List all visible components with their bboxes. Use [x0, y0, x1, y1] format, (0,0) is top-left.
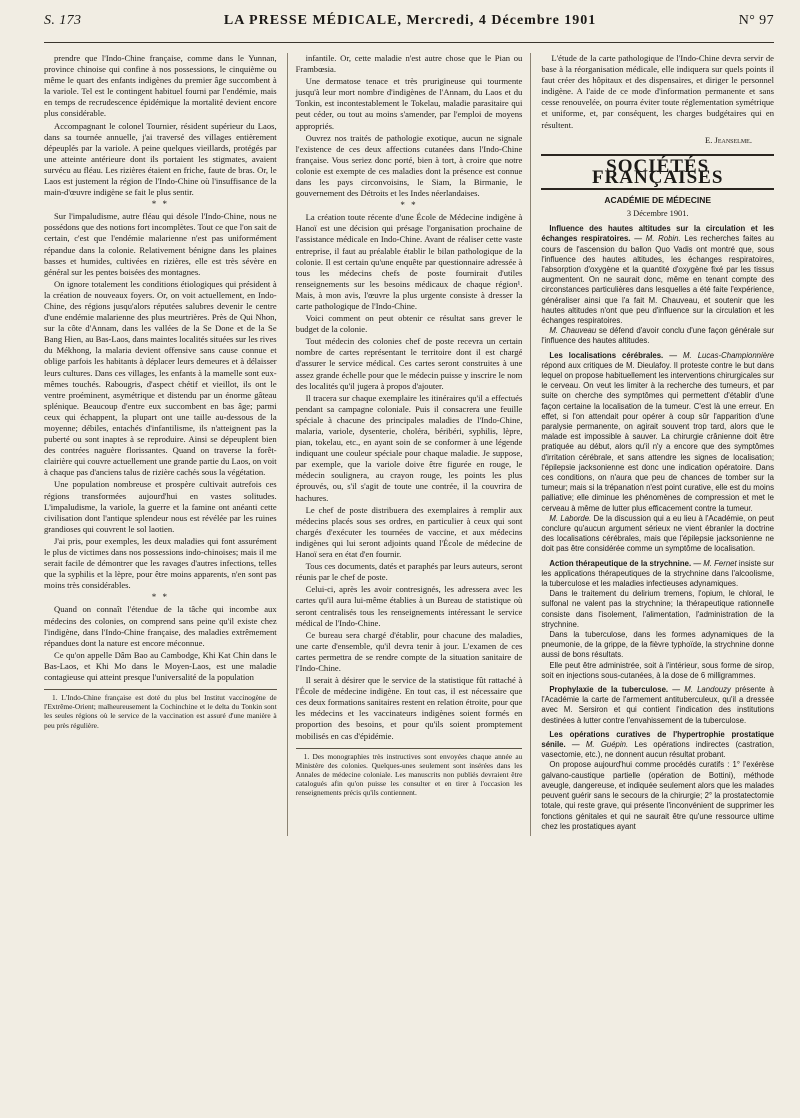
paragraph: Une population nombreuse et prospère cultivait autrefois ces régions transformées aujourd'hui en vastes solitudes. L'impaludisme, la variole, la guerre et la famine ont anéanti cette civilisation dont l'antique splendeur nous est révélée par les ruines grandioses qui couvrent le sol laotien. [44, 479, 277, 534]
report-body: On propose aujourd'hui comme procédés curatifs : 1° l'exérèse galvano-caustique partielle (opération de Bottini), méthode aveugle, dangereuse, et indiquée seulement alors que les malades peuvent guérir sans le secours de la chirurgie; 2° la prostatectomie totale, qui reste grave, qui présente l'inconvénient de supprimer les fonctions génitales et qui ne saurait être qu'une ressource ultime chez les prostatiques ayant [541, 760, 774, 831]
report-body: se défend d'avoir conclu d'une façon générale sur l'influence des hautes altitudes. [541, 326, 774, 346]
paragraph: infantile. Or, cette maladie n'est autre chose que le Pian ou Frambœsia. [295, 53, 523, 75]
report-tuberculose [541, 685, 774, 726]
report-strychnine [541, 559, 774, 681]
page-header [44, 0, 774, 43]
report-author: — M. Guépin. [571, 740, 629, 750]
report-body: insiste sur les applications thérapeutiques de la strychnine dans l'alcoolisme, la tuberculose et les maladies infectieuses adynamiques. [541, 558, 774, 589]
masthead-title: LA PRESSE MÉDICALE, Mercredi, 4 Décembre 1901 [223, 13, 597, 28]
section-break-stars: * * [400, 200, 418, 211]
report-body: Elle peut être administrée, soit à l'intérieur, sous forme de sirop, soit en injections sous-cutanées, à la dose de 6 milligrammes. [541, 660, 774, 680]
session-date: 3 Décembre 1901. [626, 209, 689, 219]
paragraph: Ouvrez nos traités de pathologie exotique, aucun ne signale l'existence de ces deux affections cutanées dans l'Indo-Chine française. Vous seriez donc porté, bien à tort, à croire que notre colonie est exempte de ces maladies dont la présence est connue dans les pays circonvoisins, le Siam, la Birmanie, le gouvernement des Détroits et les Indes néerlandaises. [295, 132, 523, 199]
report-heading: Les opérations curatives de l'hypertrophie prostatique sénile. [541, 729, 774, 750]
column-left [44, 53, 277, 836]
column-middle [287, 53, 532, 836]
report-body: De la discussion qui a eu lieu à l'Académie, on peut conclure qu'aucun argument sérieux ne vient ébranler la doctrine des localisations cérébrales, mais que l'épilepsie jacksonienne ne doit pas être considérée comme un symptôme de localisation. [541, 513, 774, 554]
report-author: — M. Fernet [693, 558, 737, 568]
paragraph: Voici comment on peut obtenir ce résultat sans grever le budget de la colonie. [295, 313, 523, 335]
report-body: Dans la tuberculose, dans les formes adynamiques de la pneumonie, de la grippe, de la fièvre typhoïde, la strychnine donne aussi de bons résultats. [541, 630, 774, 660]
paragraph: Il serait à désirer que le service de la statistique fût rattaché à l'École de médecine indigène. En tout cas, il est nécessaire que ces deux formations sanitaires restent en relation étroite, pour que les médecins et les vaccinateurs indigènes soient formés en proportion des besoins, et pour qu'ils soient promptement mobilisés en cas d'épidémie. [295, 675, 523, 741]
paragraph: Une dermatose tenace et très prurigineuse qui tourmente jusqu'à leur mort nombre d'indigènes de l'Annam, du Laos et du Tonkin, est incontestablement le Tokelau, maladie parasitaire qui peut céder, ou tout au moins s'amender, par l'emploi de moyens appropriés. [295, 76, 523, 131]
report-author: — M. Robin. [634, 234, 681, 244]
author-signature: E. Jeanselme. [704, 134, 752, 145]
report-heading: Influence des hautes altitudes sur la circulation et les échanges respiratoires. [541, 224, 774, 244]
academy-heading: ACADÉMIE DE MÉDECINE [604, 194, 712, 205]
footnote-text: 1. L'Indo-Chine française est doté du plus bel Institut vaccinogène de l'Extrême-Orient; malheureusement la Cochinchine et le delta du Tonkin sont les seules régions où le service de la vaccination est assuré d'une manière à peu près régulière. [44, 693, 277, 730]
report-body: Dans le traitement du delirium tremens, l'opium, le chloral, le sulfonal ne valent pas la strychnine; la thérapeutique rationnelle consiste dans l'isolement, l'alimentation, l'administration de la strychnine. [541, 589, 774, 629]
paragraph: J'ai pris, pour exemples, les deux maladies qui font assurément le plus de victimes dans nos possessions indo-chinoises; mais il me serait facile de démontrer que les ravages d'autres infections, telles que la syphilis et la lèpre, pour être moins apparents, n'en sont pas moins très considérables. [44, 535, 277, 591]
paragraph: Il tracera sur chaque exemplaire les itinéraires qu'il a effectués pendant sa campagne coloniale. Puis il consacrera une feuille spéciale à chacune des principales maladies de l'Indo-Chine, malaria, variole, dysenterie, choléra, béribéri, syphilis, lèpre, pian, tokelau, etc., en ayant soin de se conformer à une légende indiquant une couleur spéciale pour chaque maladie. Je suppose, par exemple, que la variole doive être figurée en rouge, le médecin soulignera, au crayon rouge, les points les plus éprouvés, ou, s'il s'agit de toute une contrée, il la couvrira de hachures. [295, 392, 523, 503]
footnote [44, 689, 277, 730]
paragraph: Sur l'impaludisme, autre fléau qui désole l'Indo-Chine, nous ne possédons que des notions fort incomplètes. Tout ce que l'on sait de certain, c'est que l'endémie malarienne n'est pas uniformément répandue dans la colonie. Relativement bénigne dans les plaines basses et humides, cultivées en rizières, elle est très sévère en général sur les pentes boisées des montagnes. [44, 211, 277, 277]
paragraph: prendre que l'Indo-Chine française, comme dans le Yunnan, province chinoise qui confine à nos possessions, le cinquième ou même le quart des enfants indigènes du premier âge succombent à la variole. Tel est le contingent habituel fourni par l'endémie, mais en temps de recrudescence épidémique la mortalité devient encore plus considérable. [44, 53, 277, 119]
section-break-stars: * * [151, 592, 169, 603]
report-body: répond aux critiques de M. Dieulafoy. Il proteste contre le but dans lequel on propose habituellement les interventions chirurgicales sur le cerveau. On veut les limiter à la recherche des tumeurs, et par suite on cherche des symptômes qui permettent d'établir d'une façon certaine la localisation de la tumeur. C'est là une erreur. En effet, si l'on attendait pour opérer à coup sûr l'apparition d'une paralysie permanente, on agirait souvent trop tard, alors que le malade est impossible à sauver. La chirurgie crânienne doit être pratiquée au début, alors qu'il n'y a encore que des symptômes d'irritation cérébrale, et sans attendre les signes de localisation; l'épilepsie jacksonienne est donc une indication opératoire. Dans ces conditions, on n'aura que peu de chances de tomber sur la tumeur; mais si la trépanation n'est point curative, elle est du moins palliative; elle diminue les phénomènes de compression et met le cerveau à même de lutter plus efficacement contre la tumeur. [541, 360, 774, 513]
report-body: Les recherches faites au cours de l'ascension du ballon Quo Vadis ont montré que, sous l'influence des hautes altitudes, les échanges respiratoires, l'absorption d'oxygène et la quantité d'oxygène fixé par les tissus augmentent. On ne saurait donc, même en tenant compte des circonstances particulières dans lesquelles a été faite l'expérience, généraliser ainsi que l'a fait M. Chauveau, et soutenir que les hautes altitudes n'ont que peu d'influence sur la circulation et les échanges respiratoires. [541, 234, 775, 325]
paragraph: Celui-ci, après les avoir contresignés, les adressera avec les cartes qu'il aura lui-même établies à un Bureau de statistique où seront centralisés tous les renseignements intéressant le service médical de l'Indo-Chine. [295, 584, 523, 628]
paragraph: Ce bureau sera chargé d'établir, pour chacune des maladies, une carte d'ensemble, qu'il devra tenir à jour. L'examen de ces cartes permettra de se rendre compte de la situation sanitaire de l'Indo-Chine. [295, 629, 523, 673]
report-heading: Action thérapeutique de la strychnine. [549, 558, 692, 568]
report-body: présente à l'Académie la carte de l'armement antituberculeux, qu'il a dressée avec M. Sersiron et qui contient l'indication des institutions destinées à lutter contre l'envahissement de la tuberculose. [541, 685, 774, 725]
paragraph: Accompagnant le colonel Tournier, résident supérieur du Laos, dans sa tournée annuelle, j'ai traversé des villages entièrement dépeuplés par la variole. A peine quelques vieillards, protégés par une atteinte antérieure dont ils portaient les stigmates, avaient survécu au fléau. Les rizières étaient en friche, faute de bras. Or, le Laos est justement la région de l'Indo-Chine où l'insuffisance de la main-d'œuvre indigène se fait le plus sentir. [44, 120, 277, 198]
paragraph: La création toute récente d'une École de Médecine indigène à Hanoï est une décision qui présage l'organisation prochaine de l'assistance médicale en Indo-Chine. Avant de réaliser cette vaste entreprise, il faut au préalable établir le bilan pathologique de la colonie. Il est certain qu'une enquête par questionnaire adressée à tous les médecins chefs de poste fournirait d'utiles renseignements sur les besoins médicaux de chaque région¹. Mais, à mon avis, l'œuvre la plus urgente consiste à dresser la carte pathologique de l'Indo-Chine. [295, 212, 523, 311]
paragraph: Quand on connaît l'étendue de la tâche qui incombe aux médecins des colonies, on comprend sans peine qu'il existe chez l'indigène, dans l'Indo-Chine française, des maladies extrêmement répandues dont la nature est encore méconnue. [44, 604, 277, 648]
paragraph: L'étude de la carte pathologique de l'Indo-Chine devra servir de base à la réorganisation médicale, elle indiquera sur quels points il faut créer des hôpitaux et des dispensaires, et diriger le personnel indigène. A l'aide de ce mode d'information permanente et sans cesse renouvelée, on pourra éviter toute réglementation symétrique et uniforme, et, par conséquent, les charges budgétaires qui en résultent. [541, 53, 774, 130]
report-heading: Prophylaxie de la tuberculose. [549, 685, 669, 695]
column-right [541, 53, 774, 836]
paragraph: Le chef de poste distribuera des exemplaires à remplir aux médecins placés sous ses ordres, en particulier à ceux qui sont chargés d'exécuter les tournées de vaccine, et aux médecins indigènes qui lui seront adjoints quand l'École de médecine de Hanoï sera en état d'en fournir. [295, 504, 523, 560]
report-influence-altitudes [541, 224, 774, 346]
paragraph: On ignore totalement les conditions étiologiques qui président à la création de nouveaux foyers. Or, on voit actuellement, en Indo-Chine, des régions jusqu'alors réputées salubres devenir le centre d'une endémie malarienne des plus meurtrières. Près de Qui Nhon, sur la côte d'Annam, dans les vallées de la Se Done et de la Se Bang Hien, au Bas-Laos, dans maintes localités situées sur les rives du Mékhong, la malaria devient offensive sans cause connue et oblige parfois les habitants à déplacer leurs demeures et à délaisser leurs cultures. Dans ces villages, les enfants à la mamelle sont eux-mêmes touchés. Rabougris, d'aspect chétif et vieillot, ils ont le ventre proéminent, asymétrique et distendu par un énorme gâteau splénique. Beaucoup d'entre eux succombent en bas âge; parmi ceux qui échappent, la plupart ont une taille au-dessous de la moyenne; débiles, entachés d'infantilisme, ils n'atteignent pas la puberté ou sont inaptes à se reproduire. Ainsi se dépeuplent bien des contrées naguère florissantes. Quand on traverse la forêt-clairière qui couvre actuellement une grande partie du Laos, on voit à chaque pas d'anciens talus de rizière cachés sous la végétation. [44, 278, 277, 478]
report-body: Les opérations indirectes (castration, vasectomie, etc.), ne donnent aucun résultat probant. [541, 740, 775, 760]
report-author: M. Chauveau [549, 326, 597, 336]
report-localisations-cerebrales [541, 351, 774, 555]
report-author: — M. Lucas-Championnière [669, 350, 775, 360]
paragraph: Tout médecin des colonies chef de poste recevra un certain nombre de cartes représentant le territoire dont il est chargé d'assurer le service médical. Ces cartes seront construites à une assez grande échelle pour que le médecin puisse y inscrire le nom des localités qu'il jugera à propos d'ajouter. [295, 336, 523, 391]
page-number-left: S. 173 [44, 13, 82, 28]
footnote-text: 1. Des monographies très instructives sont envoyées chaque année au Ministère des colonies. Quelques-unes seulement sont insérées dans les Annales de médecine coloniale. Les manuscrits non publiés devraient être catalogués afin qu'on puisse les consulter et en tirer à l'occasion les renseignements précis qu'ils contiennent. [295, 751, 523, 798]
section-break-stars: * * [151, 199, 169, 210]
report-prostate [541, 730, 774, 832]
report-author: M. Laborde. [549, 513, 592, 523]
footnote [296, 748, 523, 798]
report-heading: Les localisations cérébrales. [549, 350, 664, 360]
paragraph: Ce qu'on appelle Dâm Bao au Cambodge, Khi Kat Chin dans le Bas-Laos, et Khi Mo dans le Moyen-Laos, est une maladie contagieuse qui atteint presque l'universalité de la population [44, 649, 277, 682]
paragraph: Tous ces documents, datés et paraphés par leurs auteurs, seront réunis par le chef de poste. [295, 561, 523, 583]
text-columns [44, 53, 774, 836]
report-author: — M. Landouzy [672, 685, 731, 695]
section-title: SOCIÉTÉS FRANÇAISES [541, 154, 774, 190]
issue-number: N° 97 [738, 13, 774, 28]
